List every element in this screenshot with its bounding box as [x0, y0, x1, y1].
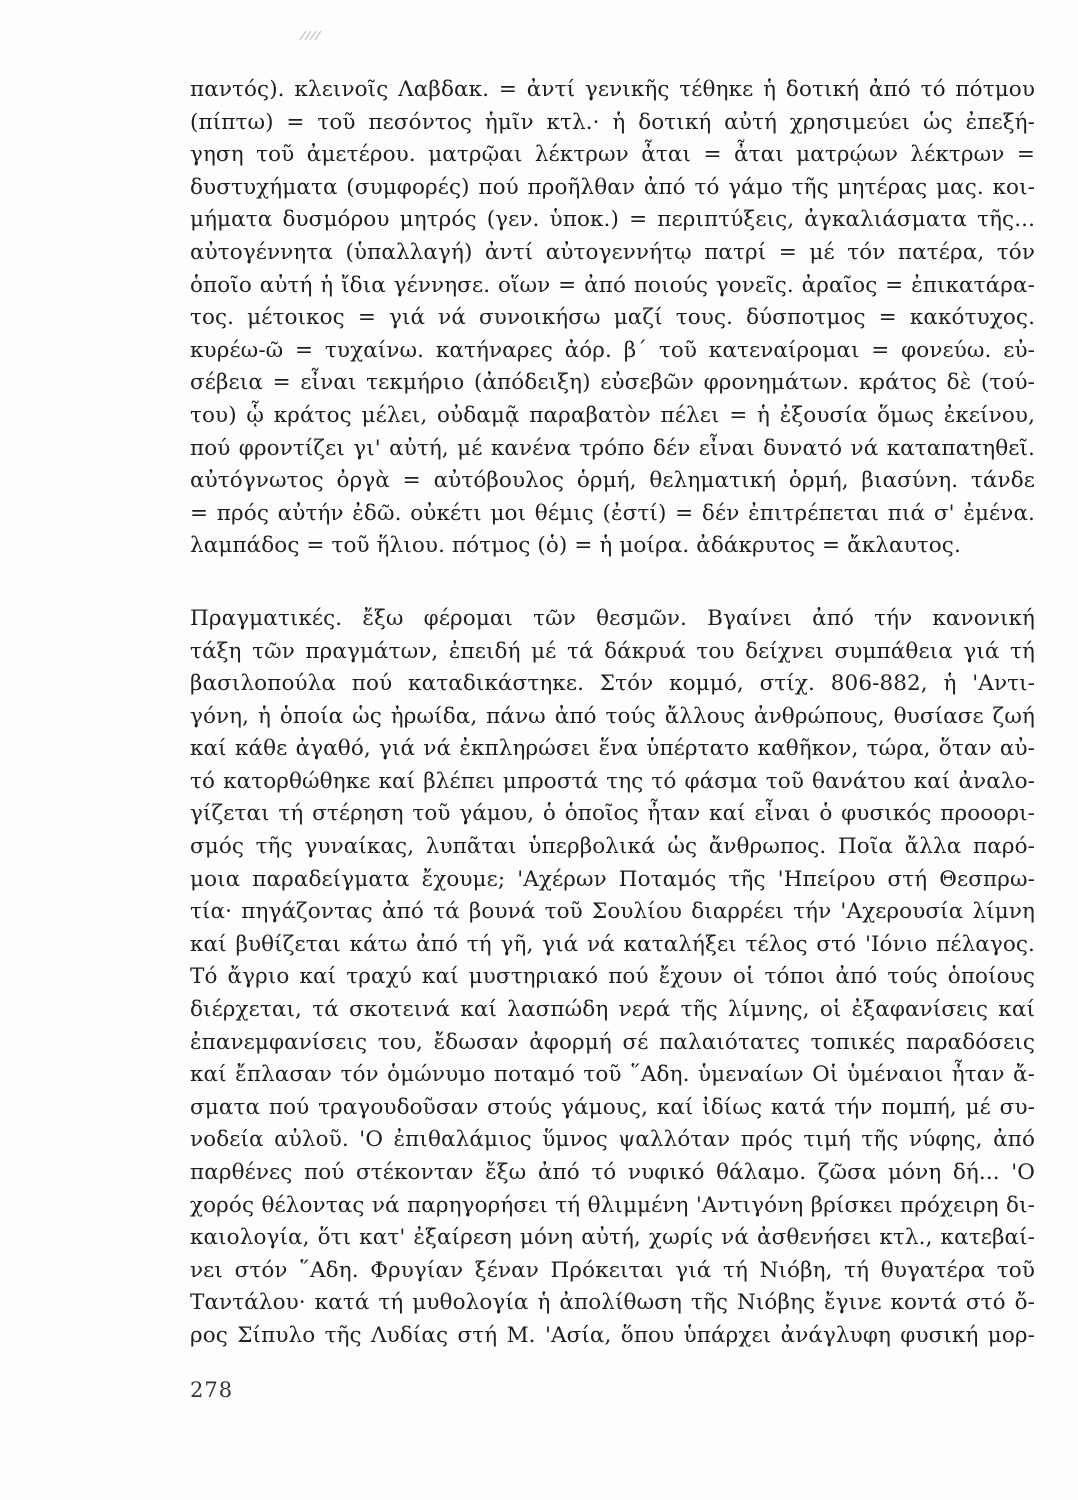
text-line: τάξη τῶν πραγμάτων, ἐπειδή μέ τά δάκρυά του δείχνει συμπάθεια γιά τή: [190, 638, 1035, 664]
text-line: ρος Σίπυλο τῆς Λυδίας στή Μ. 'Ασία, ὅπου ὑπάρχει ἀνάγλυφη φυσική μορ-: [190, 1322, 1035, 1348]
text-line: παρθένες πού στέκονταν ἔξω ἀπό τό νυφικό θάλαμο. ζῶσα μόνη δή... 'Ο: [190, 1160, 1035, 1185]
text-line: (πίπτω) = τοῦ πεσόντος ἡμῖν κτλ.· ἡ δοτική αὐτή χρησιμεύει ὡς ἐπεξή-: [190, 109, 1035, 135]
text-line: σέβεια = εἶναι τεκμήριο (ἀπόδειξη) εὐσεβῶν φρονημάτων. κράτος δὲ (τού-: [190, 370, 1035, 396]
text-line: καί βυθίζεται κάτω ἀπό τή γῆ, γιά νά καταλήξει τέλος στό 'Ιόνιο πέλαγος.: [190, 931, 1035, 957]
text-line: ὁποῖο αὐτή ἡ ἴδια γέννησε. οἵων = ἀπό ποιούς γονεῖς. ἀραῖος = ἐπικατάρα-: [190, 272, 1035, 298]
text-line: διέρχεται, τά σκοτεινά καί λασπώδη νερά τῆς λίμνης, οἱ ἐξαφανίσεις καί: [190, 997, 1035, 1023]
text-line: Πραγματικές. ἔξω φέρομαι τῶν θεσμῶν. Βγαίνει ἀπό τήν κανονική: [190, 605, 1035, 631]
text-line: καί ἔπλασαν τόν ὁμώνυμο ποταμό τοῦ ῞Αδη. ὑμεναίων Οἱ ὑμέναιοι ἦταν ἄ-: [190, 1062, 1035, 1088]
pencil-mark: [298, 28, 324, 42]
text-line: γίζεται τή στέρηση τοῦ γάμου, ὁ ὁποῖος ἦταν καί εἶναι ὁ φυσικός προοορι-: [190, 801, 1035, 827]
text-line: τος. μέτοικος = γιά νά συνοικήσω μαζί τους. δύσποτμος = κακότυχος.: [190, 305, 1035, 331]
text-line: Τό ἄγριο καί τραχύ καί μυστηριακό πού ἔχουν οἱ τόποι ἀπό τούς ὁποίους: [190, 964, 1035, 990]
text-line: κυρέω-ῶ = τυχαίνω. κατήναρες ἀόρ. β΄ τοῦ κατεναίρομαι = φονεύω. εὐ-: [190, 337, 1035, 363]
text-line: ἐπανεμφανίσεις του, ἔδωσαν ἀφορμή σέ παλαιότατες τοπικές παραδόσεις: [190, 1029, 1035, 1055]
text-line: γηση τοῦ ἀμετέρου. ματρῷαι λέκτρων ἆται = ἆται ματρῴων λέκτρων =: [190, 142, 1035, 168]
text-line: νει στόν ῞Αδη. Φρυγίαν ξέναν Πρόκειται γιά τή Νιόβη, τή θυγατέρα τοῦ: [190, 1257, 1035, 1283]
paragraph-gap: [190, 563, 1035, 603]
text-line: καί κάθε ἀγαθό, γιά νά ἐκπληρώσει ἕνα ὑπέρτατο καθῆκον, τώρα, ὅταν αὐ-: [190, 736, 1035, 762]
text-line: νοδεία αὐλοῦ. 'Ο ἐπιθαλάμιος ὕμνος ψαλλόταν πρός τιμή τῆς νύφης, ἀπό: [190, 1127, 1035, 1153]
text-line: γόνη, ἡ ὁποία ὡς ἠρωίδα, πάνω ἀπό τούς ἄλλους ἀνθρώπους, θυσίασε ζωή: [190, 703, 1035, 729]
text-line: τία· πηγάζοντας ἀπό τά βουνά τοῦ Σουλίου διαρρέει τήν 'Αχερουσία λίμνη: [190, 899, 1035, 925]
text-line: Ταντάλου· κατά τή μυθολογία ἡ ἀπολίθωση τῆς Νιόβης ἔγινε κοντά στό ὄ-: [190, 1290, 1035, 1316]
text-line: παντός). κλεινοῖς Λαβδακ. = ἀντί γενικῆς τέθηκε ἡ δοτική ἀπό τό πότμου: [190, 77, 1035, 102]
text-line: τό κατορθώθηκε καί βλέπει μπροστά της τό φάσμα τοῦ θανάτου καί ἀναλο-: [190, 768, 1035, 794]
text-line: αὐτογέννητα (ὑπαλλαγή) ἀντί αὐτογεννήτῳ πατρί = μέ τόν πατέρα, τόν: [190, 239, 1035, 265]
text-line: σματα πού τραγουδοῦσαν στούς γάμους, καί ἰδίως κατά τήν πομπή, μέ συ-: [190, 1094, 1035, 1120]
text-line: αὐτόγνωτος ὀργὰ = αὐτόβουλος ὁρμή, θεληματική ὁρμή, βιασύνη. τάνδε: [190, 468, 1035, 494]
text-line: χορός θέλοντας νά παρηγορήσει τή θλιμμένη 'Αντιγόνη βρίσκει πρόχειρη δι-: [190, 1192, 1035, 1218]
text-line: μοια παραδείγματα ἔχουμε; 'Αχέρων Ποταμός τῆς 'Ηπείρου στή Θεσπρω-: [190, 866, 1035, 892]
text-line: μήματα δυσμόρου μητρός (γεν. ὑποκ.) = περιπτύξεις, ἀγκαλιάσματα τῆς...: [190, 207, 1035, 233]
text-line: λαμπάδος = τοῦ ἥλιου. πότμος (ὁ) = ἡ μοίρα. ἀδάκρυτος = ἄκλαυτος.: [190, 533, 961, 559]
commentary-text: [190, 74, 1035, 1353]
text-line: = πρός αὐτήν ἐδῶ. οὐκέτι μοι θέμις (ἐστί) = δέν ἐπιτρέπεται πιά σ' ἐμένα.: [190, 500, 1035, 526]
page-number: 278: [190, 1378, 234, 1402]
text-line: σμός τῆς γυναίκας, λυπᾶται ὑπερβολικά ὡς ἄνθρωπος. Ποῖα ἄλλα παρό-: [190, 834, 1035, 860]
text-line: καιολογία, ὅτι κατ' ἐξαίρεση μόνη αὐτή, χωρίς νά ἀσθενήσει κτλ., κατεβαί-: [190, 1225, 1035, 1251]
text-line: δυστυχήματα (συμφορές) πού προῆλθαν ἀπό τό γάμο τῆς μητέρας μας. κοι-: [190, 174, 1035, 200]
text-line: βασιλοπούλα πού καταδικάστηκε. Στόν κομμό, στίχ. 806-882, ἡ 'Αντι-: [190, 671, 1035, 697]
text-line: του) ᾧ κράτος μέλει, οὐδαμᾷ παραβατὸν πέλει = ἡ ἐξουσία ὅμως ἐκείνου,: [190, 402, 1035, 428]
text-line: πού φροντίζει γι' αὐτή, μέ κανένα τρόπο δέν εἶναι δυνατό νά καταπατηθεῖ.: [190, 435, 1035, 461]
